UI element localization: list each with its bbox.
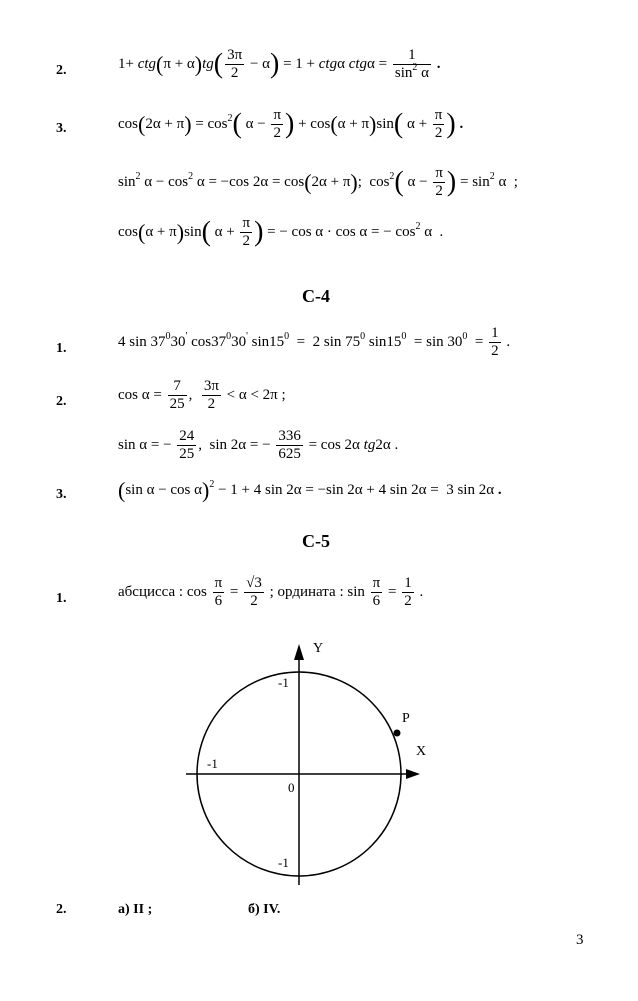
item-number: 1. — [56, 341, 67, 356]
formula-product: cos(α + π)sin( α + $\frac{\pi}{2}$ ) = − cos α · cos α = − $\cos^2 \alpha$ . — [118, 215, 444, 250]
tick-label-left: -1 — [207, 756, 218, 771]
origin-label: 0 — [288, 780, 295, 795]
formula-square: (sin α − cos α)$^2$ − 1 + 4 sin 2α = −sin 2α + 4 sin 2α = 3 sin 2α . — [118, 477, 502, 503]
formula-cos-given: cos α = $\frac{7}{25}$ , $\frac{3\pi}{2}$ < α < 2π ; — [118, 378, 286, 413]
x-axis-arrow-icon — [406, 769, 420, 779]
y-axis-arrow-icon — [294, 644, 304, 660]
section-heading: С-4 — [302, 286, 330, 306]
point-label: P — [402, 711, 410, 726]
unit-circle-diagram — [180, 640, 430, 890]
formula-cos-identity: $\cos(2\alpha + \pi) = \cos^2$( α − $\frac{\pi}{2}$ ) + cos(α + π)sin( α + $\frac{\pi}{2}$ ) . — [118, 107, 464, 142]
item-number: 2. — [56, 394, 67, 409]
item-number: 2. — [56, 63, 67, 78]
item-number: 3. — [56, 121, 67, 136]
tick-label-bottom: -1 — [278, 855, 289, 870]
answer-b: б) IV. — [248, 902, 281, 917]
item-number: 1. — [56, 591, 67, 606]
section-heading: С-5 — [302, 531, 330, 551]
ordinate-label: ордината — [277, 584, 336, 600]
formula-degrees: 4 $\sin 37^030'$ $\cos 37^030'$ $\sin 15^0 = 2$ $\sin 75^0$ $\sin 15^0 = \sin 30^0$ = $\frac{1}{2}$ . — [118, 325, 511, 360]
abscissa-label: абсцисса — [118, 584, 176, 600]
x-axis-label: X — [416, 744, 427, 759]
formula-sin-result: sin α = − $\frac{24}{25}$ , sin 2α = − $\frac{336}{625}$ = cos 2α tg2α . — [118, 428, 399, 463]
point-p — [394, 730, 401, 737]
formula-ctg: 1+ ctg(π + α)tg( $\frac{3\pi}{2}$ − α) = 1 + ctgα ctgα = $\frac{1}{\sin^2 \alpha}$ . — [118, 47, 441, 82]
answer-a: а) II ; — [118, 902, 153, 917]
tick-label-top: -1 — [278, 675, 289, 690]
item-number: 3. — [56, 487, 67, 502]
y-axis-label: Y — [313, 641, 324, 656]
item-number: 2. — [56, 902, 67, 917]
formula-sin-cos: $\sin^2 \alpha - \cos^2 \alpha = -\cos$ 2α = cos(2α + π); $\cos^2$( α − $\frac{\pi}{2}$ ) = $\sin^2 \alpha$ ; — [118, 165, 518, 200]
page-number: 3 — [576, 932, 584, 948]
formula-coordinates: абсцисса : cos $\frac{\pi}{6}$ = $\frac{√3}{2}$ ; ордината : sin $\frac{\pi}{6}$ = $\frac{1}{2}$ . — [118, 575, 424, 610]
